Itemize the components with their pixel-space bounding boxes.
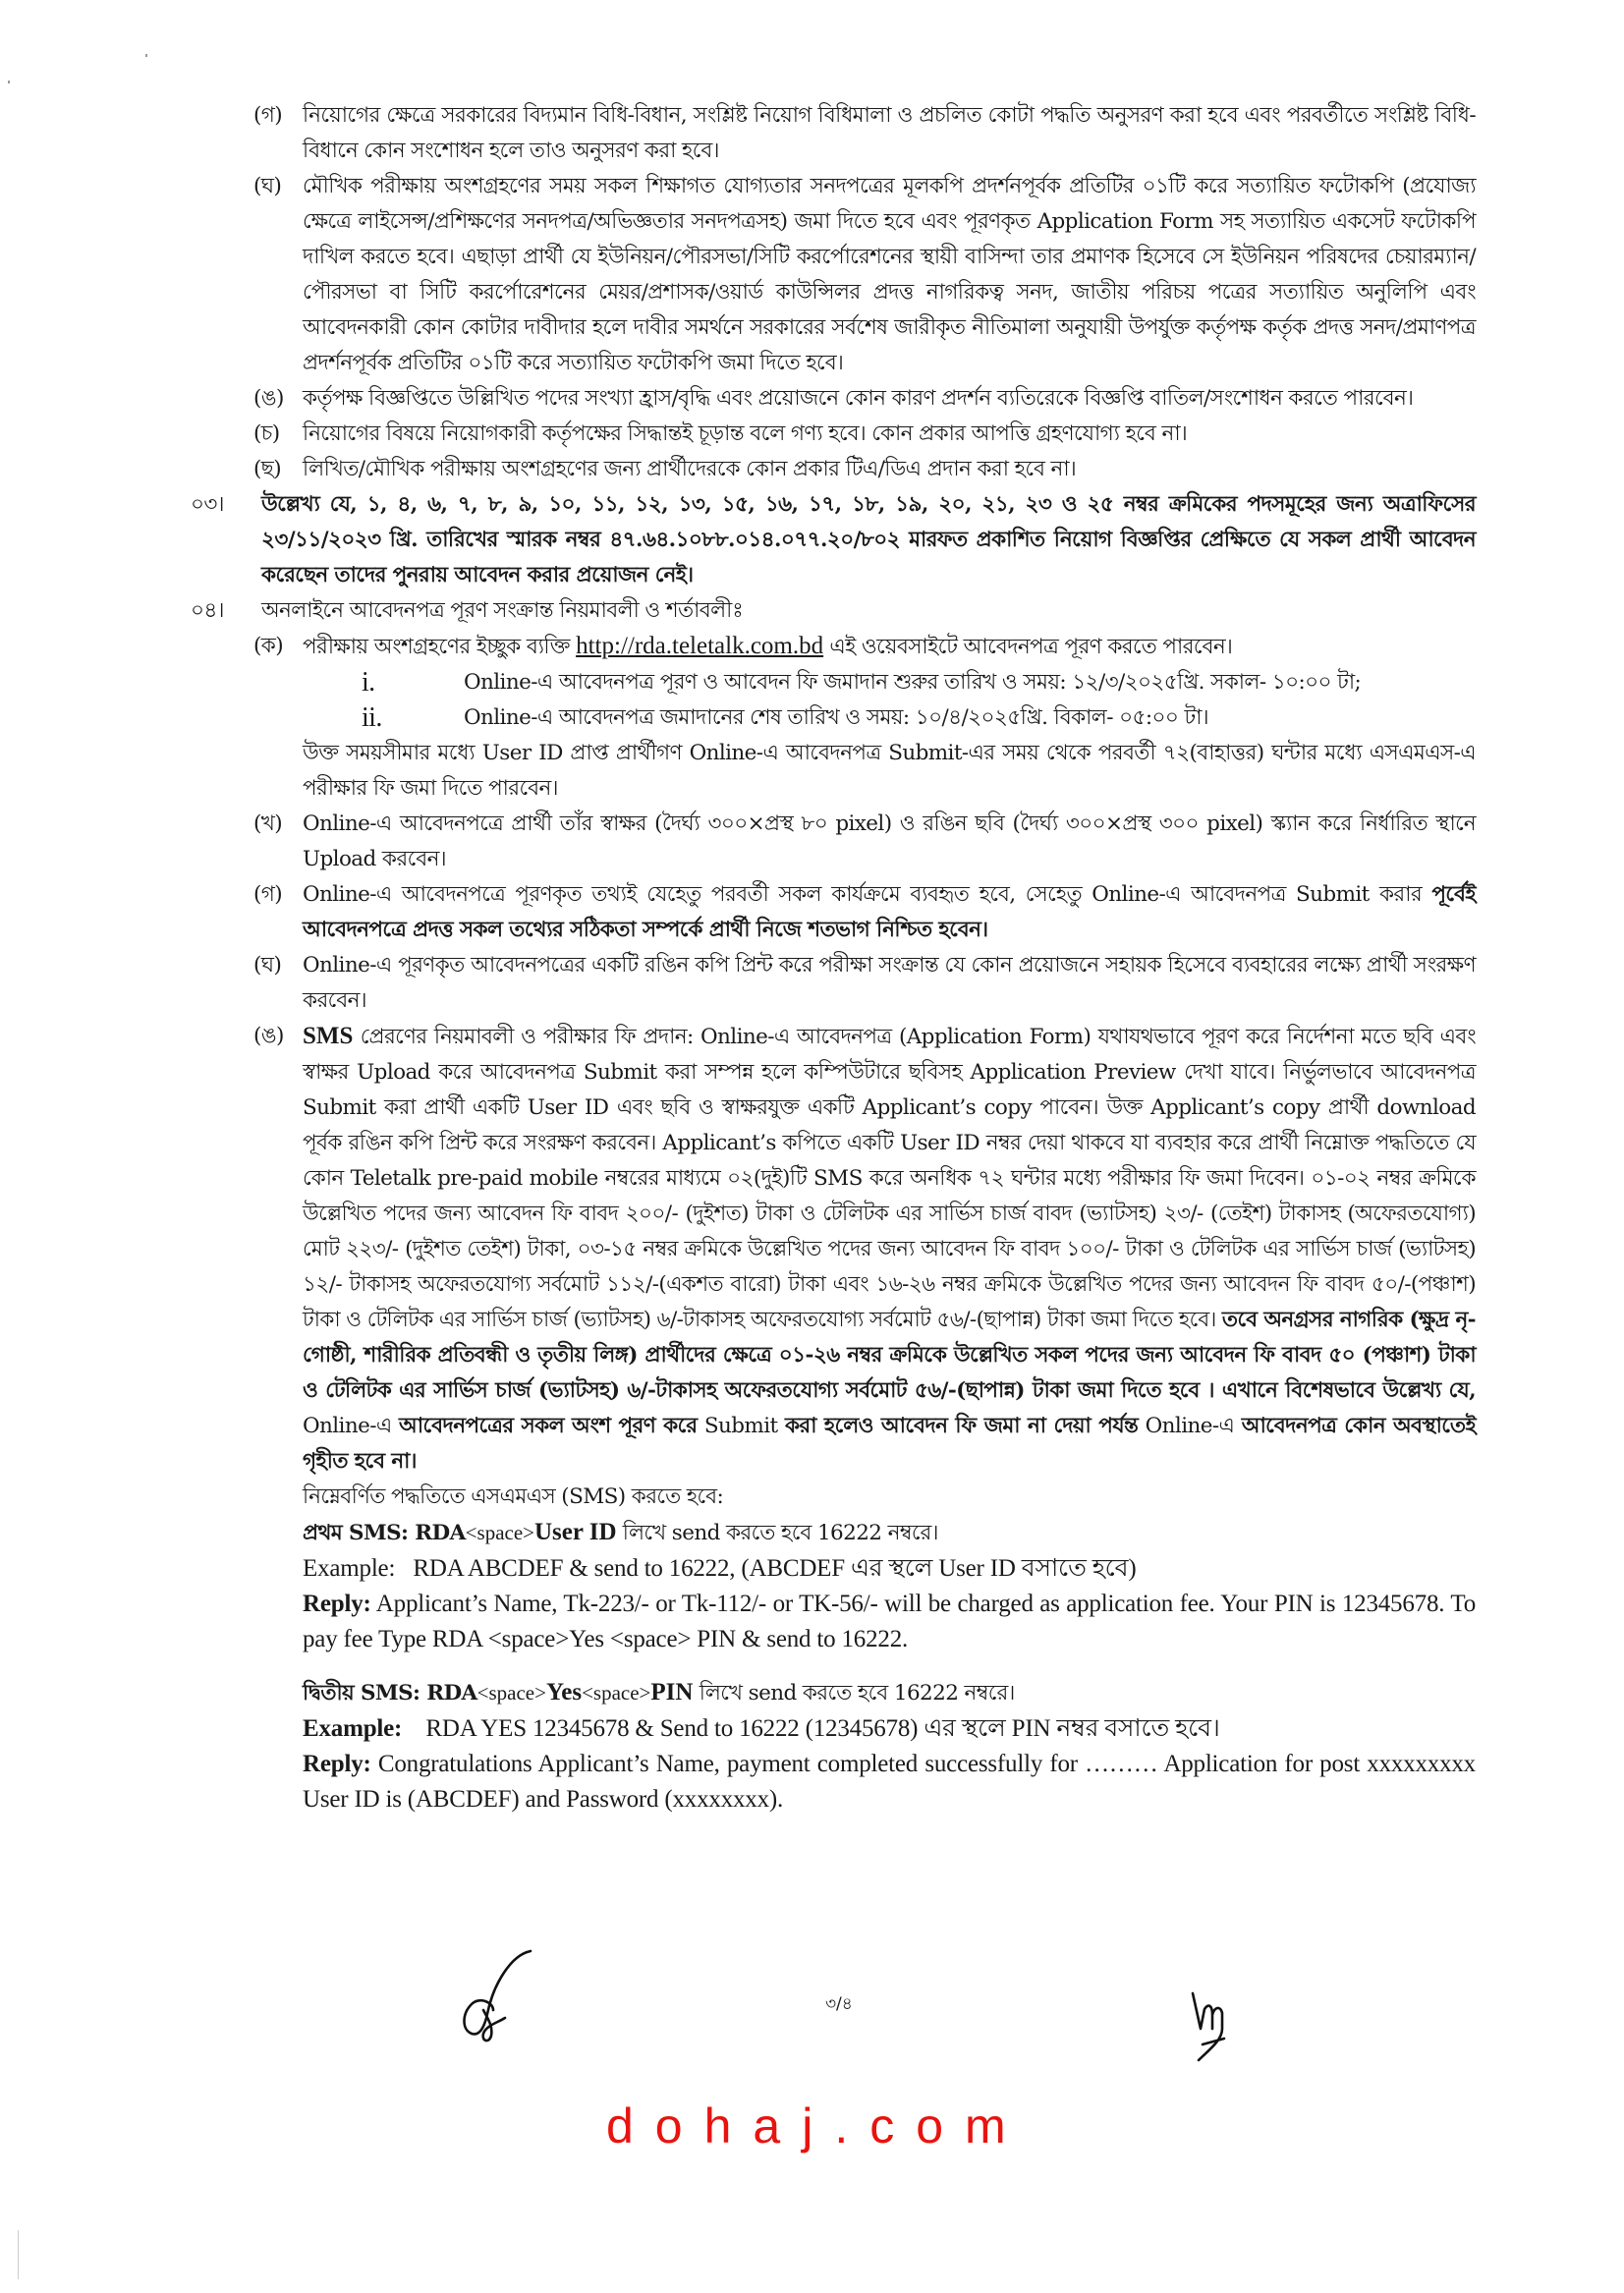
clause-text-normal: Online-এ আবেদনপত্রে পূরণকৃত তথ্যই যেহেতু পরবর্তী সকল কার্যক্রমে ব্যবহৃত হবে, সেহেতু Online-এ আবেদনপত্র Submit করার — [303, 882, 1423, 907]
fee-warning-part: আবেদনপত্রের সকল অংশ পূরণ করে — [399, 1414, 698, 1438]
second-sms-heading: দ্বিতীয় SMS: RDA — [303, 1681, 477, 1706]
clause-uma — [253, 381, 1476, 417]
fee-exemption-text: তবে অনগ্রসর নাগরিক (ক্ষুদ্র নৃ-গোষ্ঠী, শারীরিক প্রতিবন্ধী ও তৃতীয় লিঙ্গ) প্রার্থীদের ক্ষেত্রে ০১-২৬ নম্বর ক্রমিকে উল্লেখিত সকল পদের জন্য আবেদন ফি বাবদ ৫০ (পঞ্চাশ) টাকা ও টেলিটক এর সার্ভিস চার্জ (ভ্যাটসহ) ৬/-টাকাসহ অফেরতযোগ্য সর্বমোট ৫৬/-(ছাপান্ন) টাকা জমা দিতে হবে । এখানে বিশেষভাবে উল্লেখ্য যে, — [303, 1308, 1476, 1403]
yes-token: Yes — [545, 1679, 583, 1706]
reply-label: Reply: — [303, 1751, 371, 1777]
clause-text: নিয়োগের ক্ষেত্রে সরকারের বিদ্যমান বিধি-বিধান, সংশ্লিষ্ট নিয়োগ বিধিমালা ও প্রচলিত কোটা পদ্ধতি অনুসরণ করা হবে এবং পরবর্তীতে সংশ্লিষ্ট বিধি-বিধানে কোন সংশোধন হলে তাও অনুসরণ করা হবে। — [303, 103, 1476, 163]
clause-label: (ঙ) — [253, 1024, 284, 1048]
clause-text: Online-এ পূরণকৃত আবেদনপত্রের একটি রঙিন কপি প্রিন্ট করে পরীক্ষা সংক্রান্ত যে কোন প্রয়োজনে সহায়ক হিসেবে ব্যবহারের লক্ষ্যে প্রার্থী সংরক্ষণ করবেন। — [303, 953, 1476, 1013]
clause-text — [303, 1019, 1476, 1480]
clause-text-bold: পূর্বেই আবেদনপত্রে প্রদত্ত সকল তথ্যের সঠিকতা সম্পর্কে প্রার্থী নিজে শতভাগ নিশ্চিত হবেন। — [303, 882, 1477, 942]
sms-fee-rules: প্রেরণের নিয়মাবলী ও পরীক্ষার ফি প্রদান: Online-এ আবেদনপত্র (Application Form) যথাযথভাবে পূরণ করে নির্দেশনা মতে ছবি এবং স্বাক্ষর Upload করে আবেদনপত্র Submit করা সম্পন্ন হলে কম্পিউটারে ছবিসহ Application Preview দেখা যাবে। নির্ভুলভাবে আবেদনপত্র Submit করা প্রার্থী একটি User ID এবং ছবি ও স্বাক্ষরযুক্ত একটি Applicant’s copy পাবেন। উক্ত Applicant’s copy প্রার্থী download পূর্বক রঙিন কপি প্রিন্ট করে সংরক্ষণ করবেন। Applicant’s কপিতে একটি User ID নম্বর দেয়া থাকবে যা ব্যবহার করে প্রার্থী নিম্নোক্ত পদ্ধতিতে যে কোন Teletalk pre-paid mobile নম্বরের মাধ্যমে ০২(দুই)টি SMS করে অনধিক ৭২ ঘন্টার মধ্যে পরীক্ষার ফি জমা দিবেন। ০১-০২ নম্বর ক্রমিকে উল্লেখিত পদের জন্য আবেদন ফি বাবদ ২০০/- (দুইশত) টাকা ও টেলিটক এর সার্ভিস চার্জ বাবদ (ভ্যাটসহ) ২৩/- (তেইশ) টাকাসহ (অফেরতযোগ্য) মোট ২২৩/- (দুইশত তেইশ) টাকা, ০৩-১৫ নম্বর ক্রমিকে উল্লেখিত পদের জন্য আবেদন ফি বাবদ ১০০/- টাকা ও টেলিটক এর সার্ভিস চার্জ (ভ্যাটসহ) ১২/- টাকাসহ অফেরতযোগ্য সর্বমোট ১১২/-(একশত বারো) টাকা এবং ১৬-২৬ নম্বর ক্রমিকে উল্লেখিত পদের জন্য আবেদন ফি বাবদ ৫০/-(পঞ্চাশ) টাকা ও টেলিটক এর সার্ভিস চার্জ (ভ্যাটসহ) ৬/-টাকাসহ অফেরতযোগ্য সর্বমোট ৫৬/-(ছাপান্ন) টাকা জমা দিতে হবে। — [303, 1025, 1477, 1332]
example-text: RDA ABCDEF & send to 16222, (ABCDEF এর স্থলে User ID বসাতে হবে) — [413, 1555, 1137, 1582]
date-text: Online-এ আবেদনপত্র জমাদানের শেষ তারিখ ও সময়: ১০/৪/২০২৫খ্রি. বিকাল- ০৫:০০ টা। — [464, 705, 1208, 730]
fee-warning-part: করা হলেও আবেদন ফি জমা না দেয়া পর্যন্ত — [784, 1414, 1139, 1438]
clause-4-gha — [253, 948, 1476, 1019]
roman-numeral: ii. — [362, 702, 382, 733]
second-sms-instruction — [253, 1675, 1476, 1711]
clause-4-uma — [253, 1019, 1476, 1480]
clause-chha — [253, 452, 1476, 487]
fee-deadline-note: উক্ত সময়সীমার মধ্যে User ID প্রাপ্ত প্রার্থীগণ Online-এ আবেদনপত্র Submit-এর সময় থেকে পরবর্তী ৭২(বাহাত্তর) ঘন্টার মধ্যে এসএমএস-এ পরীক্ষার ফি জমা দিতে পারবেন। — [303, 741, 1476, 801]
clause-4-ga — [253, 877, 1476, 948]
online-word: Online-এ — [303, 1414, 392, 1438]
first-sms-instruction — [253, 1515, 1476, 1551]
clause-text: লিখিত/মৌখিক পরীক্ষায় অংশগ্রহণের জন্য প্রার্থীদেরকে কোন প্রকার টিএ/ডিএ প্রদান করা হবে না। — [303, 457, 1077, 481]
clause-label: (গ) — [253, 882, 283, 907]
watermark: dohaj.com — [606, 2098, 1028, 2153]
date-item-end — [253, 700, 1476, 736]
clause-text: কর্তৃপক্ষ বিজ্ঞপ্তিতে উল্লিখিত পদের সংখ্যা হ্রাস/বৃদ্ধি এবং প্রয়োজনে কোন কারণ প্রদর্শন ব্যতিরেকে বিজ্ঞপ্তি বাতিল/সংশোধন করতে পারবেন। — [303, 386, 1414, 411]
section-number: ০৩। — [191, 492, 224, 517]
second-sms-example — [253, 1711, 1476, 1747]
submit-word: Submit — [703, 1414, 778, 1438]
clause-ga — [253, 98, 1476, 169]
reply-label: Reply: — [303, 1591, 371, 1617]
example-text: RDA YES 12345678 & Send to 16222 (12345678) এর স্থলে PIN নম্বর বসাতে হবে। — [425, 1715, 1220, 1742]
example-label: Example: — [303, 1715, 403, 1742]
second-sms-reply — [253, 1747, 1476, 1818]
clause-text: নিয়োগের বিষয়ে নিয়োগকারী কর্তৃপক্ষের সিদ্ধান্তই চূড়ান্ত বলে গণ্য হবে। কোন প্রকার আপত্তি গ্রহণযোগ্য হবে না। — [303, 421, 1188, 446]
online-word: Online-এ — [1145, 1414, 1235, 1438]
website-link[interactable]: http://rda.teletalk.com.bd — [576, 633, 824, 659]
clause-text-after: এই ওয়েবসাইটে আবেদনপত্র পূরণ করতে পারবেন। — [829, 635, 1233, 659]
section-04-heading — [191, 593, 1476, 629]
reply-text: Applicant’s Name, Tk-223/- or Tk-112/- or TK-56/- will be charged as application fee. Your PIN is 12345678. To pay fee Type RDA <space>Yes <space> PIN & send to 16222. — [303, 1591, 1476, 1652]
clause-label: (ঘ) — [253, 953, 282, 978]
first-sms-example — [253, 1551, 1476, 1587]
clause-label: (খ) — [253, 811, 283, 836]
section-03 — [191, 487, 1476, 593]
roman-numeral: i. — [362, 667, 375, 698]
section-text: উল্লেখ্য যে, ১, ৪, ৬, ৭, ৮, ৯, ১০, ১১, ১২, ১৩, ১৫, ১৬, ১৭, ১৮, ১৯, ২০, ২১, ২৩ ও ২৫ নম্বর ক্রমিকের পদসমূহের জন্য অত্রাফিসের ২৩/১১/২০২৩ খ্রি. তারিখের স্মারক নম্বর ৪৭.৬৪.১০৮৮.০১৪.০৭৭.২০/৮০২ মারফত প্রকাশিত নিয়োগ বিজ্ঞপ্তির প্রেক্ষিতে যে সকল প্রার্থী আবেদন করেছেন তাদের পুনরায় আবেদন করার প্রয়োজন নেই। — [261, 492, 1476, 587]
space-token: <space> — [476, 1681, 546, 1705]
userid-token: User ID — [534, 1519, 617, 1545]
space-token: <space> — [582, 1681, 651, 1705]
space-token: <space> — [465, 1521, 534, 1544]
first-sms-tail: লিখে send করতে হবে 16222 নম্বরে। — [622, 1521, 938, 1545]
date-item-start — [253, 665, 1476, 700]
first-sms-heading: প্রথম SMS: RDA — [303, 1521, 466, 1545]
date-text: Online-এ আবেদনপত্র পূরণ ও আবেদন ফি জমাদান শুরুর তারিখ ও সময়: ১২/৩/২০২৫খ্রি. সকাল- ১০:০০ টা; — [464, 670, 1362, 695]
signature-left-icon — [454, 1945, 542, 2053]
scan-speck — [18, 2230, 19, 2279]
clause-label: (ছ) — [253, 457, 282, 481]
clause-label: (গ) — [253, 103, 283, 128]
clause-4-ka — [253, 629, 1476, 665]
clause-cha — [253, 417, 1476, 452]
example-label: Example: — [303, 1555, 396, 1582]
section-number: ০৪। — [191, 598, 224, 623]
document-body — [191, 98, 1477, 1818]
first-sms-reply — [253, 1587, 1476, 1657]
clause-gha — [253, 169, 1476, 381]
clause-label: (ঙ) — [253, 386, 284, 411]
clause-text: মৌখিক পরীক্ষায় অংশগ্রহণের সময় সকল শিক্ষাগত যোগ্যতার সনদপত্রের মূলকপি প্রদর্শনপূর্বক প্রতিটির ০১টি করে সত্যায়িত ফটোকপি (প্রযোজ্য ক্ষেত্রে লাইসেন্স/প্রশিক্ষণের সনদপত্র/অভিজ্ঞতার সনদপত্রসহ) জমা দিতে হবে এবং পূরণকৃত Application Form সহ সত্যায়িত একসেট ফটোকপি দাখিল করতে হবে। এছাড়া প্রার্থী যে ইউনিয়ন/পৌরসভা/সিটি করর্পোরেশনের স্থায়ী বাসিন্দা তার প্রমাণক হিসেবে সে ইউনিয়ন পরিষদের চেয়ারম্যান/পৌরসভা বা সিটি করর্পোরেশনের মেয়র/প্রশাসক/ওয়ার্ড কাউন্সিলর প্রদত্ত নাগরিকত্ব সনদ, জাতীয় পরিচয় পত্রের সত্যায়িত অনুলিপি এবং আবেদনকারী কোন কোটার দাবীদার হলে দাবীর সমর্থনে সরকারের সর্বশেষ জারীকৃত নীতিমালা অনুযায়ী উপর্যুক্ত কর্তৃপক্ষ কর্তৃক প্রদত্ত সনদ/প্রমাণপত্র প্রদর্শনপূর্বক প্রতিটির ০১টি করে সত্যায়িত ফটোকপি জমা দিতে হবে। — [303, 174, 1476, 375]
clause-text-before: পরীক্ষায় অংশগ্রহণের ইচ্ছুক ব্যক্তি — [303, 635, 570, 659]
clause-text: Online-এ আবেদনপত্রে প্রার্থী তাঁর স্বাক্ষর (দৈর্ঘ্য ৩০০×প্রস্থ ৮০ pixel) ও রঙিন ছবি (দৈর্ঘ্য ৩০০×প্রস্থ ৩০০ pixel) স্ক্যান করে নির্ধারিত স্থানে Upload করবেন। — [303, 811, 1476, 871]
clause-text — [303, 877, 1476, 948]
clause-4-kha — [253, 807, 1476, 877]
clause-label: (চ) — [253, 421, 280, 446]
clause-text — [303, 629, 1476, 665]
scan-speck — [8, 81, 10, 84]
reply-text: Congratulations Applicant’s Name, payment completed successfully for ……… Application for post xxxxxxxxx User ID is (ABCDEF) and Password (xxxxxxxx). — [303, 1751, 1476, 1813]
fee-warning-part: আবেদনপত্র কোন অবস্থাতেই গৃহীত হবে না। — [303, 1414, 1477, 1474]
page-number: ৩/৪ — [825, 1994, 853, 2014]
scan-speck — [145, 54, 147, 57]
pin-token: PIN — [650, 1679, 694, 1706]
clause-label: (ঘ) — [253, 174, 282, 198]
signature-right-icon — [1189, 1989, 1248, 2063]
clause-label: (ক) — [253, 634, 284, 658]
sms-intro: নিম্নেবর্ণিত পদ্ধতিতে এসএমএস (SMS) করতে হবে: — [303, 1484, 724, 1509]
second-sms-tail: লিখে send করতে হবে 16222 নম্বরে। — [699, 1681, 1015, 1706]
sms-lead: SMS — [303, 1023, 354, 1049]
section-title: অনলাইনে আবেদনপত্র পূরণ সংক্রান্ত নিয়মাবলী ও শর্তাবলীঃ — [261, 598, 744, 623]
